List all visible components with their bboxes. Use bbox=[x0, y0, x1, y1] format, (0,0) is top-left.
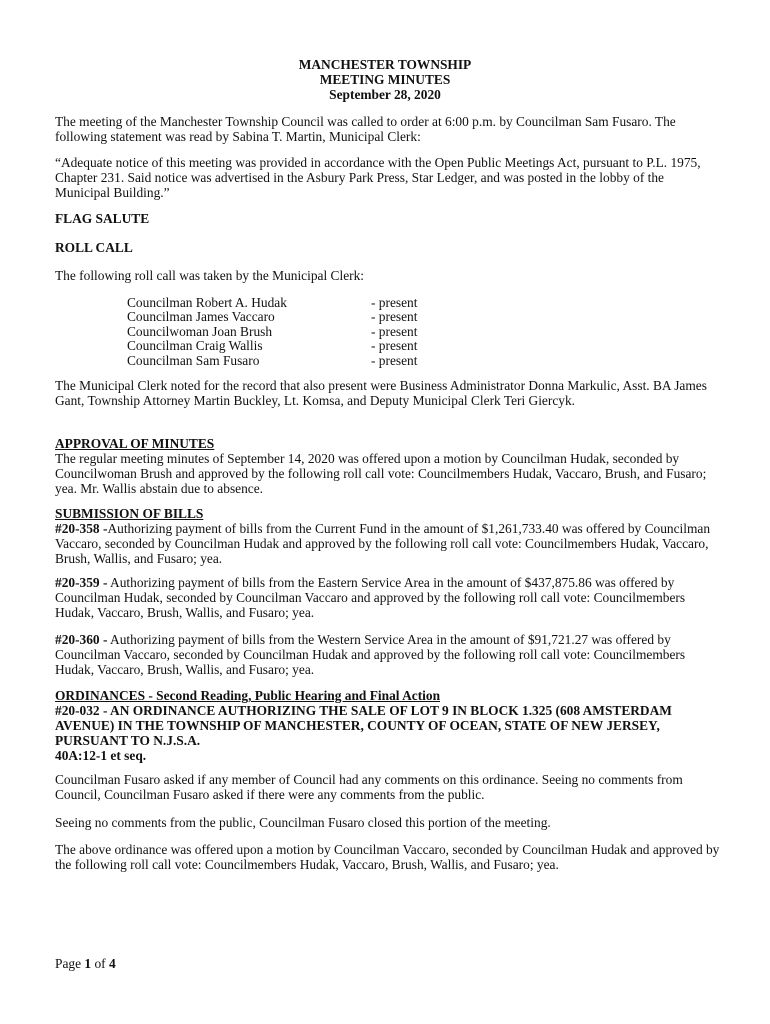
member-name: Councilwoman Joan Brush bbox=[127, 323, 273, 339]
bill-number: #20-359 - bbox=[55, 575, 108, 590]
approval-section bbox=[55, 436, 720, 496]
bills-section bbox=[55, 506, 720, 566]
bill-number: #20-358 - bbox=[55, 521, 108, 536]
page-label: Page bbox=[55, 956, 85, 971]
bills-heading: SUBMISSION OF BILLS bbox=[55, 506, 204, 521]
ordinance-vote-paragraph: The above ordinance was offered upon a motion by Councilman Vaccaro, seconded by Councilman Hudak and approved by the following roll call vote: Councilmembers Hudak, Vaccaro, Brush, Wallis, and Fusaro; yea. bbox=[55, 842, 720, 872]
bill-text: Authorizing payment of bills from the Western Service Area in the amount of $91,721.27 was offered by Councilman Vaccaro, seconded by Councilman Hudak and approved by the following roll call vote: Councilmembers Hudak, Vaccaro, Brush, Wallis, and Fusaro; yea. bbox=[55, 632, 686, 677]
notice-statement: “Adequate notice of this meeting was provided in accordance with the Open Public Meetings Act, pursuant to P.L. 1975, Chapter 231. Said notice was advertised in the Asbury Park Press, Star Ledger, and was posted in the lobby of the Municipal Building.” bbox=[55, 155, 701, 200]
bill-item bbox=[55, 521, 720, 566]
flag-salute-heading: FLAG SALUTE bbox=[55, 211, 150, 226]
intro-paragraph: The meeting of the Manchester Township Council was called to order at 6:00 p.m. by Councilman Sam Fusaro. The following statement was read by Sabina T. Martin, Municipal Clerk: bbox=[55, 114, 676, 144]
document-header bbox=[0, 57, 770, 102]
attendance-note: The Municipal Clerk noted for the record that also present were Business Administrator Donna Markulic, Asst. BA James Gant, Township Attorney Martin Buckley, Lt. Komsa, and Deputy Municipal Clerk Teri Giercyk. bbox=[55, 378, 707, 408]
roll-call-row bbox=[127, 296, 527, 310]
roll-call-row bbox=[127, 354, 527, 368]
bill-number: #20-360 - bbox=[55, 632, 108, 647]
ordinance-title: #20-032 - AN ORDINANCE AUTHORIZING THE SALE OF LOT 9 IN BLOCK 1.325 (608 AMSTERDAM AVENUE) IN THE TOWNSHIP OF MANCHESTER, COUNTY OF OCEAN, STATE OF NEW JERSEY, PURSUANT TO N.J.S.A. bbox=[55, 703, 672, 748]
township-title: MANCHESTER TOWNSHIP bbox=[298, 57, 472, 72]
public-comments-paragraph: Seeing no comments from the public, Councilman Fusaro closed this portion of the meeting. bbox=[55, 815, 551, 830]
ordinances-section bbox=[55, 688, 720, 763]
roll-call-list bbox=[127, 296, 527, 368]
minutes-title: MEETING MINUTES bbox=[319, 72, 451, 87]
page-footer bbox=[55, 956, 116, 971]
member-status: - present bbox=[371, 295, 418, 310]
roll-call-heading: ROLL CALL bbox=[55, 240, 133, 255]
member-status: - present bbox=[371, 352, 418, 368]
meeting-date: September 28, 2020 bbox=[329, 87, 441, 102]
member-status: - present bbox=[371, 338, 418, 354]
current-page-number: 1 bbox=[84, 956, 92, 971]
total-page-count: 4 bbox=[108, 956, 116, 971]
roll-call-row bbox=[127, 339, 527, 353]
bill-text: Authorizing payment of bills from the Current Fund in the amount of $1,261,733.40 was offered by Councilman Vaccaro, seconded by Councilman Hudak and approved by the following roll call vote: Councilmembers Hudak, Vaccaro, Brush, Wallis, and Fusaro; yea. bbox=[55, 521, 711, 566]
roll-call-row bbox=[127, 310, 527, 324]
member-status: - present bbox=[371, 323, 418, 339]
bill-item bbox=[55, 575, 720, 620]
member-name: Councilman Sam Fusaro bbox=[127, 352, 260, 368]
member-name: Councilman Craig Wallis bbox=[127, 338, 263, 354]
roll-call-row bbox=[127, 325, 527, 339]
approval-text: The regular meeting minutes of September 14, 2020 was offered upon a motion by Councilman Hudak, seconded by Councilwoman Brush and approved by the following roll call vote: Councilmembers Hudak, Vaccaro, Brush, and Fusaro; yea. Mr. Wallis abstain due to absence. bbox=[55, 451, 707, 496]
approval-heading: APPROVAL OF MINUTES bbox=[55, 436, 215, 451]
member-name: Councilman James Vaccaro bbox=[127, 309, 275, 325]
bill-text: Authorizing payment of bills from the Eastern Service Area in the amount of $437,875.86 was offered by Councilman Hudak, seconded by Councilman Vaccaro and approved by the following roll call vote: Councilmembers Hudak, Vaccaro, Brush, Wallis, and Fusaro; yea. bbox=[55, 575, 686, 620]
member-status: - present bbox=[371, 309, 418, 325]
page-of-label: of bbox=[91, 956, 109, 971]
member-name: Councilman Robert A. Hudak bbox=[127, 295, 287, 310]
ordinance-comments-paragraph: Councilman Fusaro asked if any member of Council had any comments on this ordinance. Seeing no comments from Council, Councilman Fusaro asked if there were any comments from the public. bbox=[55, 772, 683, 802]
roll-call-intro: The following roll call was taken by the Municipal Clerk: bbox=[55, 268, 365, 283]
bill-item bbox=[55, 632, 720, 677]
ordinance-statute: 40A:12-1 et seq. bbox=[55, 748, 147, 763]
ordinances-heading: ORDINANCES - Second Reading, Public Hearing and Final Action bbox=[55, 688, 441, 703]
